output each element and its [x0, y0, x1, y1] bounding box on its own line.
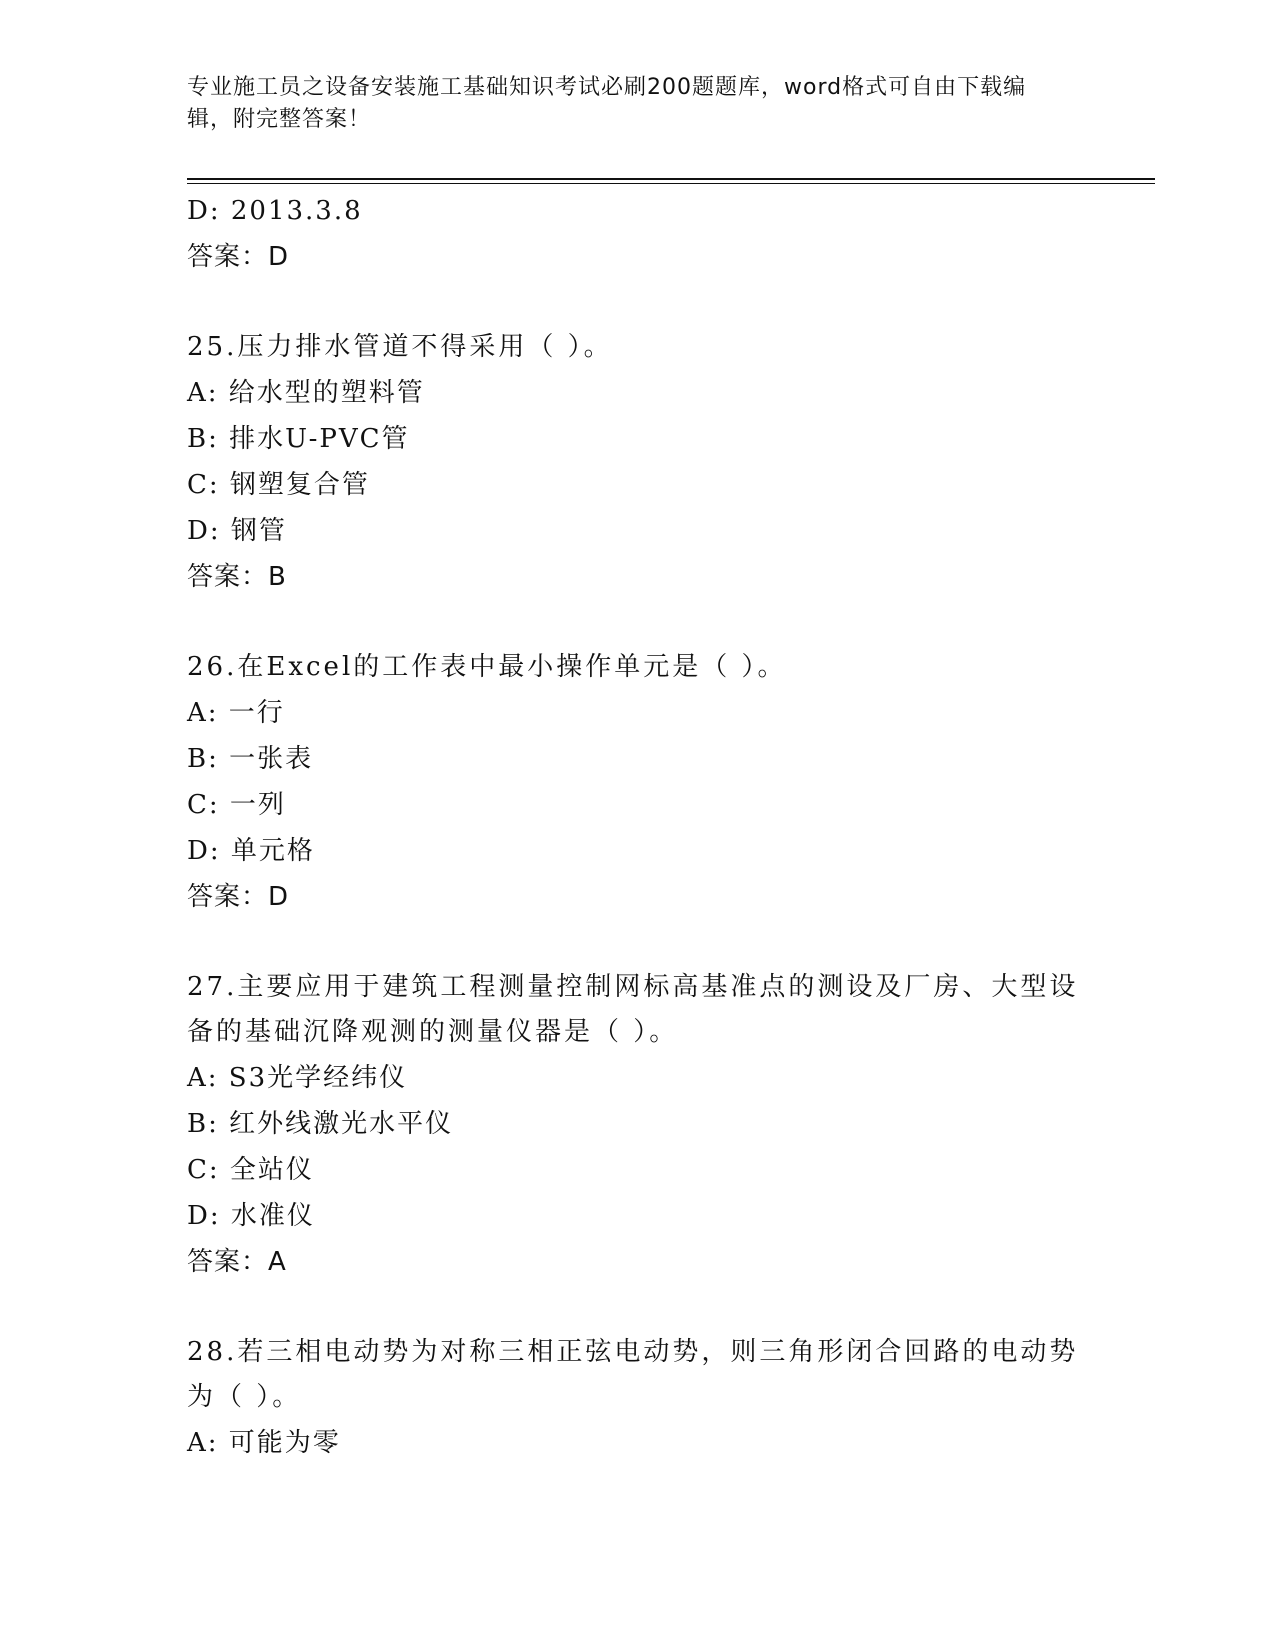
question-25-stem: 25.压力排水管道不得采用（ ）。	[187, 332, 613, 362]
prev-question-answer: 答案：D	[187, 242, 290, 272]
question-26-answer: 答案：D	[187, 882, 290, 912]
question-25-option-d: D: 钢管	[187, 516, 287, 546]
question-26-option-d: D: 单元格	[187, 836, 315, 866]
prev-question-option-d: D: 2013.3.8	[187, 196, 363, 226]
question-28-option-a: A: 可能为零	[187, 1428, 341, 1458]
header-divider-thin	[187, 183, 1155, 184]
question-26-option-a: A: 一行	[187, 698, 285, 728]
spacer	[187, 600, 1087, 645]
question-27-option-b: B: 红外线激光水平仪	[187, 1109, 454, 1139]
question-25-answer: 答案：B	[187, 562, 287, 592]
question-26-option-b: B: 一张表	[187, 744, 314, 774]
question-27-option-a: A: S3光学经纬仪	[187, 1063, 408, 1093]
question-25-option-c: C: 钢塑复合管	[187, 470, 370, 500]
question-26-option-c: C: 一列	[187, 790, 286, 820]
question-26-stem: 26.在Excel的工作表中最小操作单元是（ ）。	[187, 652, 787, 682]
question-27-answer: 答案：A	[187, 1247, 287, 1277]
spacer	[187, 1285, 1087, 1330]
spacer	[187, 920, 1087, 965]
question-27-stem: 27.主要应用于建筑工程测量控制网标高基准点的测设及厂房、大型设备的基础沉降观测的测量仪器是（ ）。	[187, 972, 1079, 1047]
question-25-option-a: A: 给水型的塑料管	[187, 378, 425, 408]
question-27-option-d: D: 水准仪	[187, 1201, 315, 1231]
question-content	[187, 188, 1087, 1466]
question-25-option-b: B: 排水U-PVC管	[187, 424, 410, 454]
document-header-title: 专业施工员之设备安装施工基础知识考试必刷200题题库，word格式可自由下载编辑，附完整答案！	[187, 75, 1027, 132]
question-28-stem: 28.若三相电动势为对称三相正弦电动势，则三角形闭合回路的电动势为（ ）。	[187, 1337, 1079, 1412]
question-27-option-c: C: 全站仪	[187, 1155, 314, 1185]
spacer	[187, 280, 1087, 325]
header-divider-thick	[187, 178, 1155, 180]
